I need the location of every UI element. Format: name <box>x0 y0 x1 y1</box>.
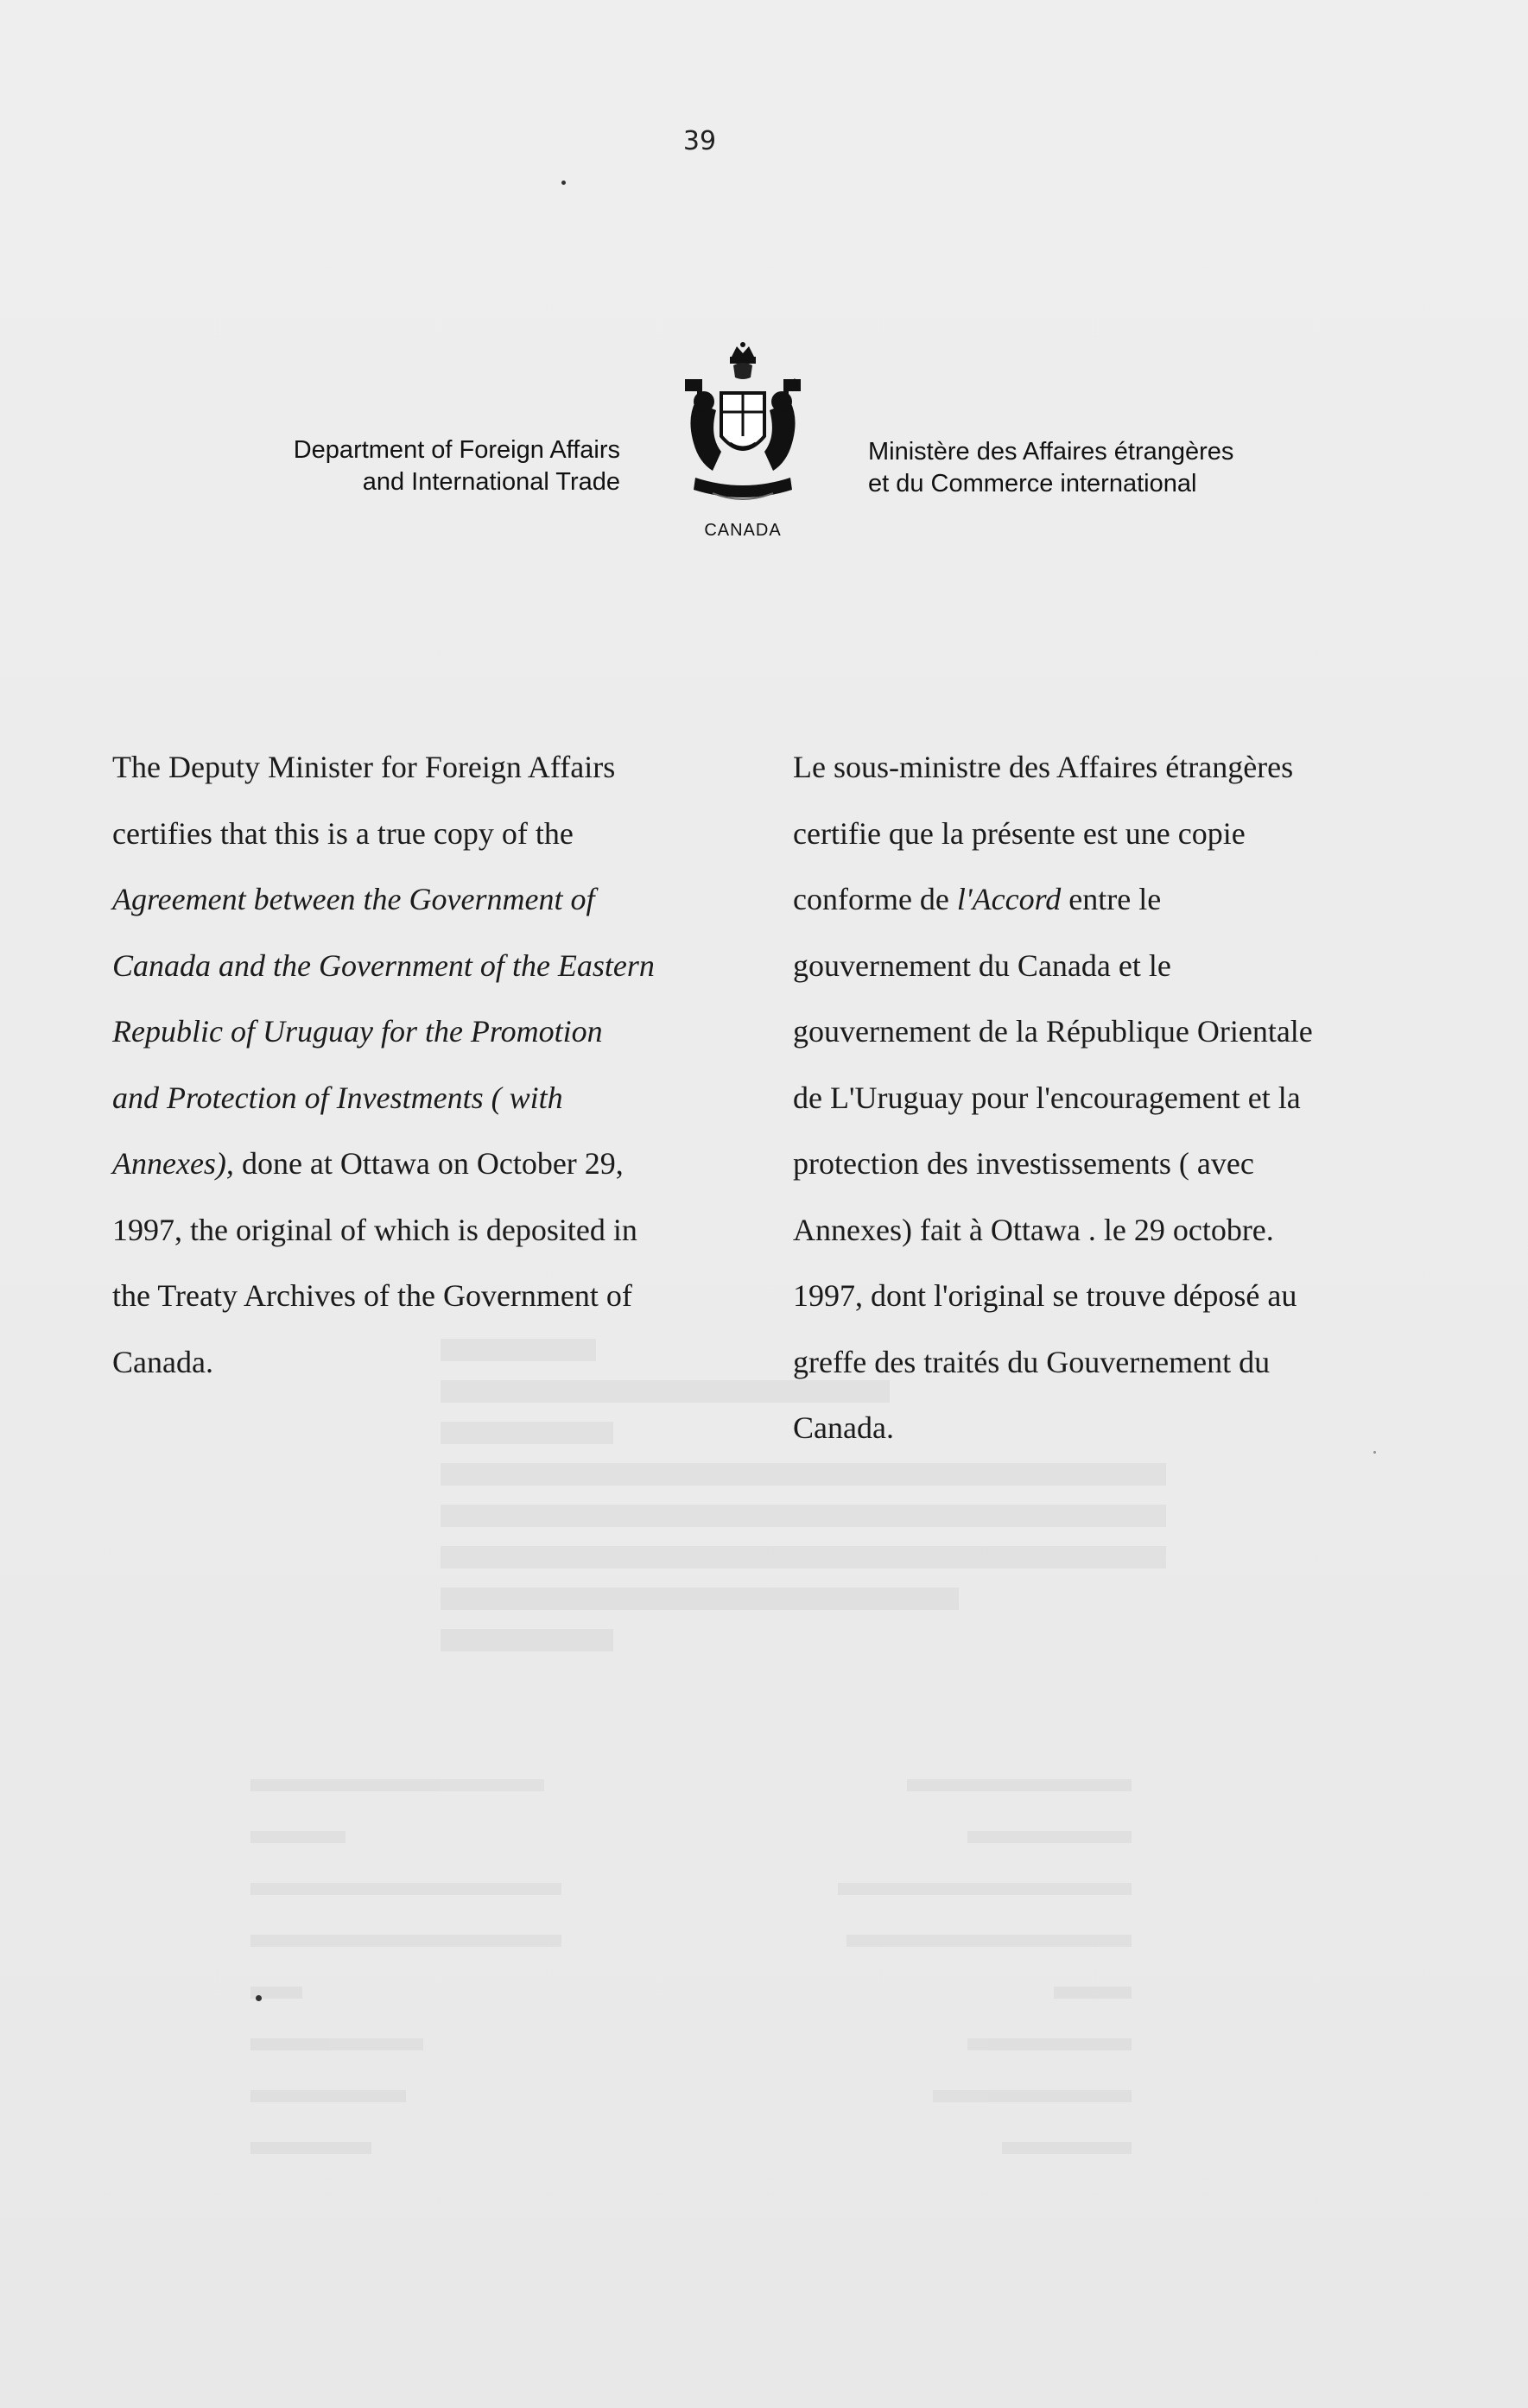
text-line: greffe des traités du Gouvernement du <box>793 1344 1271 1379</box>
text-line: Canada. <box>112 1344 213 1379</box>
text-line: and Protection of Investments ( with <box>112 1080 563 1115</box>
text-line: 1997, the original of which is deposited in <box>112 1212 637 1247</box>
text-fragment: Annexes), <box>112 1146 234 1181</box>
show-through-texture <box>432 1330 1192 1693</box>
text-fragment: l'Accord <box>956 882 1062 916</box>
certification-text-en <box>112 734 717 1395</box>
text-line: the Treaty Archives of the Government of <box>112 1278 632 1313</box>
crest-label: CANADA <box>704 521 782 540</box>
text-line: de L'Uruguay pour l'encouragement et la <box>793 1080 1301 1115</box>
text-fragment: done at Ottawa on October 29, <box>241 1146 624 1181</box>
text-line: certifies that this is a true copy of the <box>112 815 574 851</box>
show-through-texture <box>242 1762 1451 2177</box>
text-line <box>793 866 1415 933</box>
text-line: protection des investissements ( avec <box>793 1146 1254 1181</box>
coat-of-arms-icon <box>678 341 808 514</box>
department-name-en-line2: and International Trade <box>362 468 620 496</box>
department-name-fr <box>868 436 1352 500</box>
text-line: Agreement between the Government of <box>112 882 595 916</box>
text-fragment: conforme de <box>793 882 949 916</box>
text-line <box>112 1131 717 1197</box>
text-line: 1997, dont l'original se trouve déposé au <box>793 1278 1297 1313</box>
page-number: 39 <box>682 126 717 156</box>
department-name-en <box>207 434 620 498</box>
text-line: gouvernement du Canada et le <box>793 947 1171 983</box>
text-line: Canada and the Government of the Eastern <box>112 947 655 983</box>
text-line: certifie que la présente est une copie <box>793 815 1246 851</box>
text-line: Le sous-ministre des Affaires étrangères <box>793 750 1294 784</box>
text-line: Annexes) fait à Ottawa . le 29 octobre. <box>793 1212 1274 1247</box>
text-line: Republic of Uruguay for the Promotion <box>112 1014 603 1049</box>
department-name-en-line1: Department of Foreign Affairs <box>293 436 620 464</box>
text-line: gouvernement de la République Orientale <box>793 1014 1313 1049</box>
department-name-fr-line2: et du Commerce international <box>868 470 1197 497</box>
text-fragment: entre le <box>1068 882 1162 916</box>
scan-speck <box>561 181 566 185</box>
text-line: The Deputy Minister for Foreign Affairs <box>112 750 616 784</box>
department-name-fr-line1: Ministère des Affaires étrangères <box>868 438 1234 466</box>
letterhead <box>0 341 1528 548</box>
text-line: Canada. <box>793 1410 894 1445</box>
